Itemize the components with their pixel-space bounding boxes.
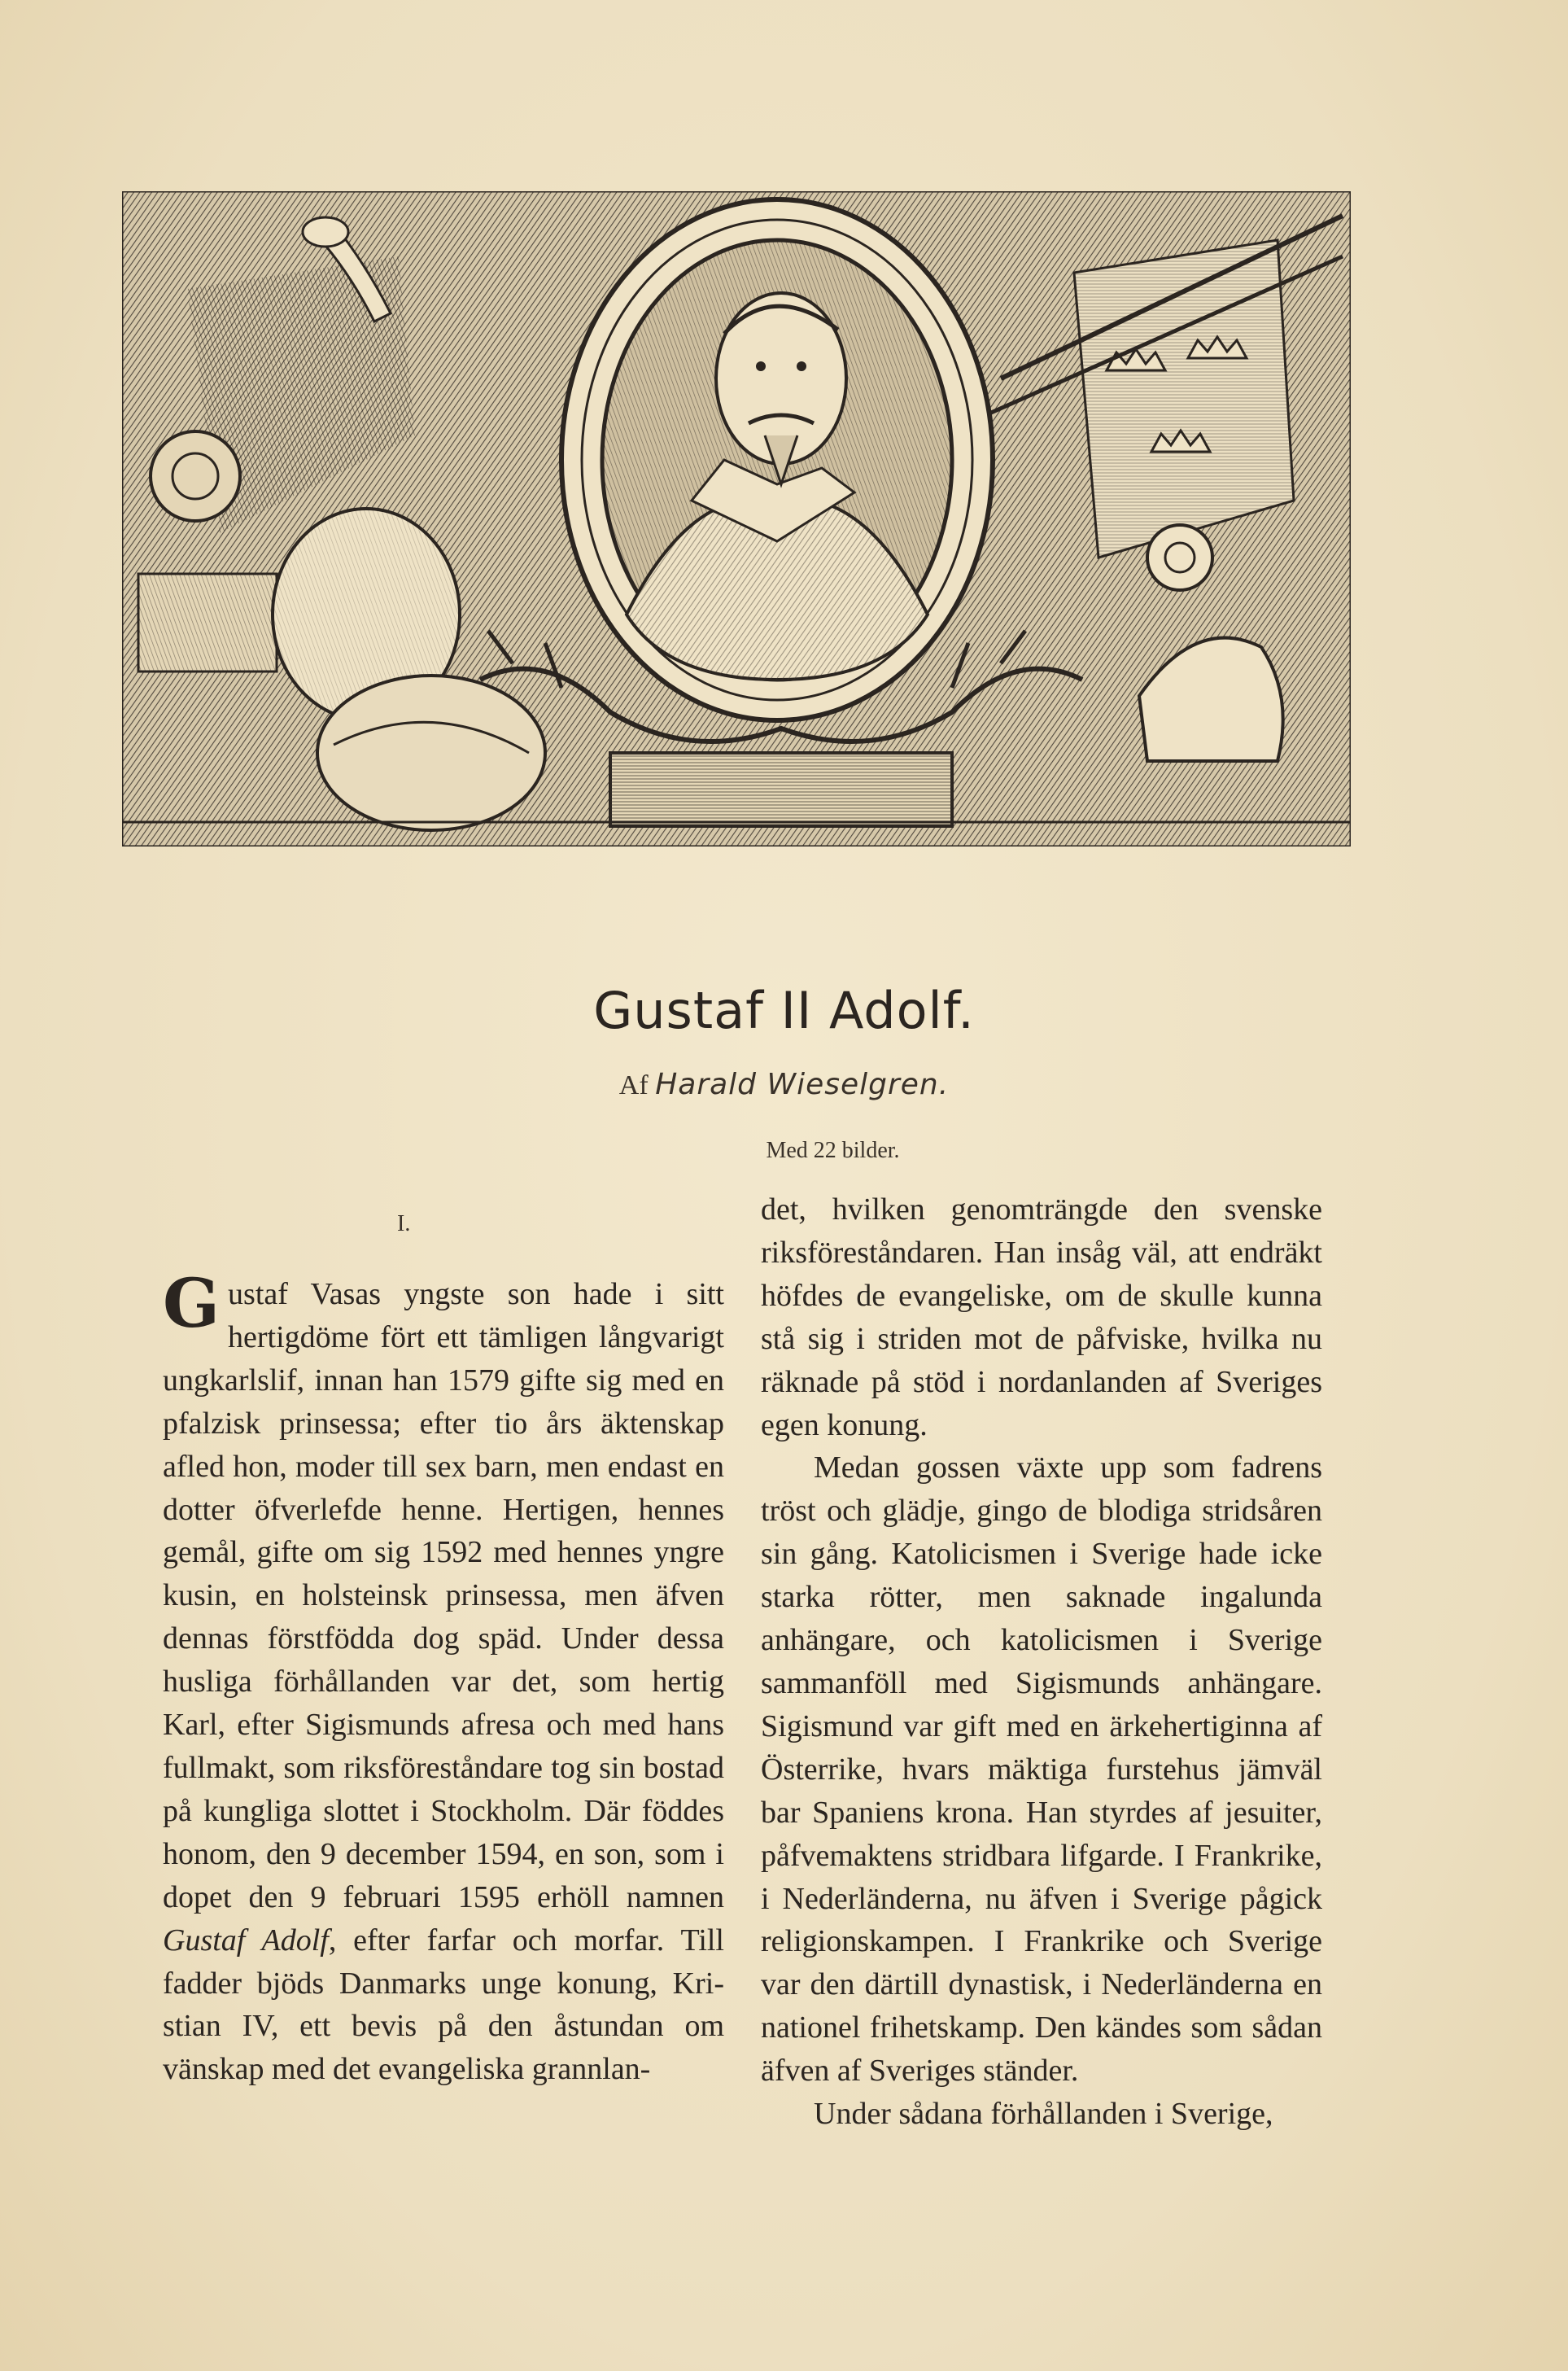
article-title: Gustaf II Adolf. (593, 981, 975, 1040)
section-number: I. (397, 1211, 411, 1236)
paragraph (163, 1265, 724, 2091)
paragraph: Under sådana förhållanden i Sverige, (814, 2097, 1273, 2132)
left-column (163, 1265, 724, 2091)
paragraph-text: ustaf Vasas yngste son hade i sitt hertigdöme fört ett tämligen långvarigt ungkarlslif, innan han 1579 gifte sig med en pfalzisk prinsessa; efter tio års äktenskap afled hon, moder till sex barn, men endast en dotter öfverlefde henne. Hertigen, hennes gemål, gifte om sig 1592 med hennes yngre kusin, en holsteinsk prinsessa, men äfven dennas förstfödda dog späd. Under dessa husliga förhållanden var det, som hertig Karl, efter Sigismunds afresa och med hans fullmakt, som riksföreståndare tog sin bostad på kungliga slottet i Stockholm. Där föddes honom, den 9 december 1594, en son, som i dopet den 9 februari 1595 erhöll namnen (163, 1277, 724, 1914)
paragraph: Medan gossen växte upp som fadrens tröst och glädje, gingo de blodiga stridsåren sin gång. Katolicismen i Sverige hade icke starka rötter, men saknade ingalunda anhängare, och katolicismen i Sverige sammanföll med Sigismunds anhängare. Sigismund var gift med en ärkehertiginna af Österrike, hvars mäktiga furstehus jämväl bar Spaniens krona. Han styrdes af jesuiter, påfvemaktens stridbara lifgarde. I Frankrike, i Nederländerna, nu äfven i Sverige pågick religionskampen. I Frankrike och Sverige var den därtill dynastisk, i Nederländerna en nationel frihetskamp. Den kändes som sådan äfven af Sveriges ständer. (761, 1450, 1322, 2089)
right-column (761, 1188, 1322, 2136)
paragraph: det, hvilken genomträngde den svenske riksföreståndaren. Han insåg väl, att endräkt höfdes de evangeliske, om de skulle kunna stå sig i striden mot de påfviske, hvilka nu räknade på stöd i nordanlanden af Sveriges egen konung. (761, 1192, 1322, 1442)
illustration-count: Med 22 bilder. (766, 1138, 900, 1163)
drop-cap: G (163, 1265, 221, 1343)
byline-prefix: Af (618, 1070, 649, 1100)
paragraph-text: , efter farfar och morfar. Till fadder bjöds Danmarks unge konung, Kristian IV, ett bevis på den åstundan om vänskap med det evangeliska grannlan- (163, 1923, 724, 2087)
italic-name: Gustaf Adolf (163, 1923, 329, 1958)
author-name: Harald Wieselgren. (655, 1068, 950, 1101)
byline (0, 1068, 1568, 1101)
portrait-engraving (122, 191, 1351, 846)
